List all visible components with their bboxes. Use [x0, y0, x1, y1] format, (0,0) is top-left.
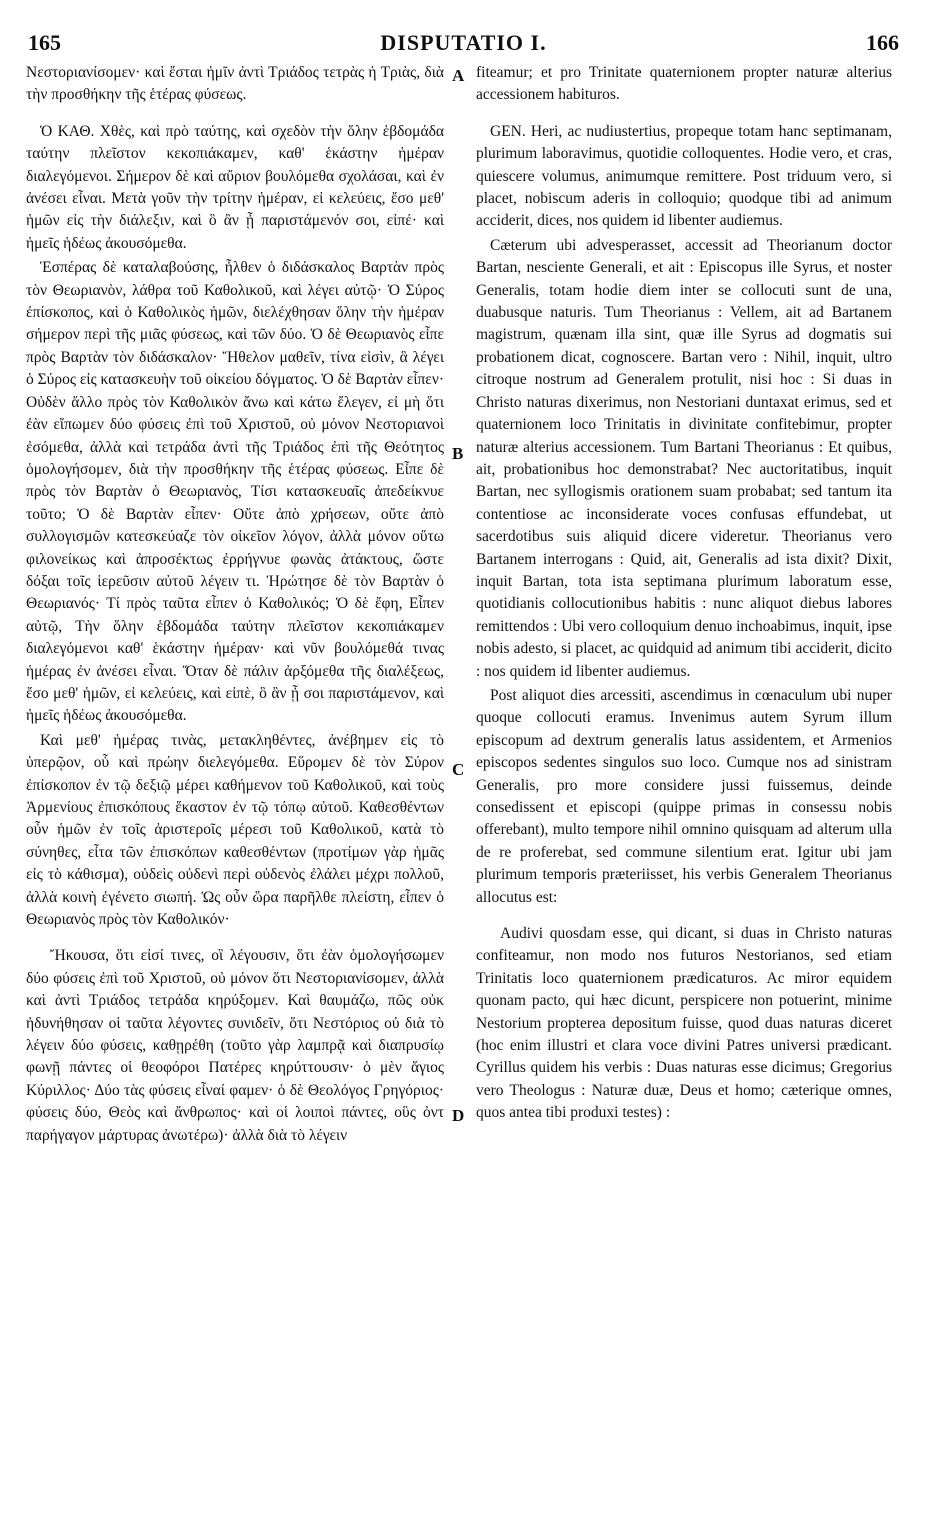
latin-paragraph-4: Post aliquot dies arcessiti, ascendimus in cœnaculum ubi nuper quoque collocuti eramus. Invenimus autem Syrum illum episcopum ad dextrum generalis latus assidentem, et Armenios episcopos sedentes singulos suo loco. Cumque nos ad sinistram Generalis, pro more considere jussi fuissemus, deinde consedissent et episcopi (quippe primas in consessu nobis offerebant), multo tempore nihil omnino quisquam ad alterum ulla de re proferebat, sed commune silentium erat. Igitur ubi jam plurimum temporis præteriisset, his verbis Generalem Theorianus allocutus est:: [476, 686, 892, 906]
margin-marker-b: B: [452, 444, 464, 463]
greek-paragraph-1: Νεστοριανίσομεν· καὶ ἔσται ἡμῖν ἀντὶ Τριάδος τετρὰς ἡ Τριὰς, διὰ τὴν προσθήκην τῆς ἑτέρας φύσεως.: [26, 64, 444, 104]
greek-paragraph-2: Ὁ ΚΑΘ. Χθὲς, καὶ πρὸ ταύτης, καὶ σχεδὸν τὴν ὅλην ἑβδομάδα ταύτην πλεῖστον κεκοπιάκαμεν, καθ' ἑκάστην ἡμέραν διαλεγόμενοι. Σήμερον δὲ καὶ αὔριον βουλόμεθα σχολάσαι, καὶ ἐν ἀνέσει εἶναι. Μετὰ γοῦν τὴν τρίτην ἡμέραν, εἰ κελεύεις, ἔσο μεθ' ἡμῶν εἰς τὴν διάλεξιν, καὶ ὃ ἂν ᾖ παριστάμενόν σοι, εἰπέ· καὶ ἡμεῖς ἡδέως ἀκουσόμεθα.: [26, 122, 444, 252]
margin-marker-d: D: [452, 1106, 465, 1125]
latin-column: [476, 62, 892, 1528]
greek-column: [26, 62, 444, 1528]
page-number-right: 166: [866, 30, 899, 55]
greek-paragraph-3: Ἑσπέρας δὲ καταλαβούσης, ἦλθεν ὁ διδάσκαλος Βαρτὰν πρὸς τὸν Θεωριανὸν, λάθρα τοῦ Καθολικοῦ, καὶ λέγει αὐτῷ· Ὁ Σύρος ἐπίσκοπος, καὶ ὁ Καθολικὸς ἡμῶν, διελέχθησαν ὅλην τὴν ἡμέραν σήμερον περὶ τῆς μιᾶς φύσεως, καὶ τῶν δύο. Ὁ δὲ Θεωριανὸς εἶπε πρὸς Βαρτὰν τὸν διδάσκαλον· Ἤθελον μαθεῖν, τίνα εἰσὶν, ἃ λέγει ὁ Σύρος εἰς κατασκευὴν τοῦ οἰκείου δόγματος. Ὁ δὲ Βαρτὰν εἶπεν· Οὐδὲν ἄλλο πρὸς τὸν Καθολικὸν ἄνω καὶ κάτω ἔλεγεν, εἰ μὴ ὅτι ἐὰν εἴπωμεν δύο φύσεις ἐπὶ τοῦ Χριστοῦ, οὐ μόνον Νεστοριανοὶ ἐσόμεθα, ἀλλὰ καὶ τετράδα ἀντὶ τῆς Τριάδος ἐπὶ τῆς Θεότητος ὁμολογήσομεν, διὰ τὴν προσθήκην τῆς ἑτέρας φύσεως. Εἶπε δὲ πρὸς τὸν Βαρτὰν ὁ Θεωριανὸς, Τίσι κατασκευαῖς ἀπεδείκνυε τοῦτο; Ὁ δὲ Βαρτὰν εἶπεν· Οὔτε ἀπὸ χρήσεων, οὔτε ἀπὸ συλλογισμῶν κατεσκεύαζε τὸν οἰκεῖον λόγον, ἀλλὰ μόνον οὕτω φιλονείκως καὶ ἀπροσέκτως ἐρρήγνυε φωνὰς ἀτάκτους, ὥστε δόξαι τοῖς ἱερεῦσιν αὐτοῦ λέγειν τι. Ἠρώτησε δὲ τὸν Βαρτὰν ὁ Θεωριανός· Τί πρὸς ταῦτα εἶπεν ὁ Καθολικός; Ὁ δὲ ἔφη, Εἶπεν αὐτῷ, Τὴν ὅλην ἑβδομάδα ταύτην πλεῖστον κεκοπιάκαμεν διαλεγόμενοι καθ' ἑκάστην ἡμέραν· καὶ νῦν βουλόμεθά τινας ἡμέρας ἐν ἀνέσει εἶναι. Ὅταν δὲ πάλιν ἀρξόμεθα τῆς διαλέξεως, ἔσο μεθ' ἡμῶν, εἰ κελεύεις, καὶ εἰπὲ, ὃ ἂν ᾖ σοι παριστάμενον, καὶ ἡμεῖς ἡδέως ἀκουσόμεθα.: [26, 259, 444, 725]
margin-marker-a: A: [452, 66, 465, 85]
greek-paragraph-4: Καὶ μεθ' ἡμέρας τινὰς, μετακληθέντες, ἀνέβημεν εἰς τὸ ὑπερῷον, οὗ καὶ πρώην διελεγόμεθα. Εὕρομεν δὲ τὸν Σύρον ἐπίσκοπον ἐν τῷ δεξιῷ μέρει καθήμενον τοῦ Καθολικοῦ, καὶ τοὺς Ἀρμενίους ἐπισκόπους ἕκαστον ἐν τῷ τόπῳ αὐτοῦ. Καθεσθέντων οὖν ἡμῶν ἐν τοῖς ἀριστεροῖς μέρεσι τοῦ Καθολικοῦ, κατὰ τὸ σύνηθες, εἶτα τῶν ἐπισκόπων καθεσθέντων (προτίμων γὰρ ἡμᾶς εἰς τὸ κάθισμα), οὐδεὶς οὐδενὶ περὶ οὐδενὸς ἐλάλει μέχρι πολλοῦ, ἀλλὰ κοινὴ ἐγένετο σιωπή. Ὡς οὖν ὥρα παρῆλθε πλείστη, εἶπεν ὁ Θεωριανὸς πρὸς τὸν Καθολικόν·: [26, 731, 444, 929]
latin-paragraph-2: GEN. Heri, ac nudiustertius, propeque totam hanc septimanam, plurimum laboravimus, quotidie colloquentes. Hodie vero, et cras, quiescere volumus, animumque remittere. Post triduum vero, si placet, nobiscum aderis in colloquio; quodque tibi ad animum acciderit, dices, nos quidem id libenter audiemus.: [476, 122, 892, 230]
latin-paragraph-1: fiteamur; et pro Trinitate quaternionem propter naturæ alterius accessionem habituros.: [476, 64, 892, 104]
margin-marker-c: C: [452, 760, 465, 779]
page-header: [28, 30, 899, 60]
running-title: DISPUTATIO I.: [380, 30, 547, 55]
page-number-left: 165: [28, 30, 61, 55]
latin-paragraph-5: Audivi quosdam esse, qui dicant, si duas in Christo naturas confiteamur, non modo nos futuros Nestorianos, sed etiam Trinitatis loco quaternionem prædicaturos. Ac miror equidem quonam pacto, qui hæc dicunt, perspicere non potuerint, minime Nestorium propterea depositum fuisse, quod duas naturas diceret (hoc enim illustri et clara voce divini Patres universi prædicant. Cyrillus quidem his verbis : Duas naturas esse dicimus; Gregorius vero Theologus : Naturæ duæ, Deus et homo; cæterique omnes, quos antea tibi produxi testes) :: [476, 925, 892, 1122]
greek-paragraph-5: Ἤκουσα, ὅτι εἰσί τινες, οἳ λέγουσιν, ὅτι ἐὰν ὁμολογήσωμεν δύο φύσεις ἐπὶ τοῦ Χριστοῦ, οὐ μόνον ὅτι Νεστοριανίσομεν, ἀλλὰ καὶ ἀντὶ Τριάδος τετράδα κηρύξομεν. Καὶ θαυμάζω, πῶς οὐκ ἠδυνήθησαν οἱ ταῦτα λέγοντες συνιδεῖν, ὅτι Νεστόριος οὐ διὰ τὸ λέγειν δύο φύσεις, καθῃρέθη (τοῦτο γὰρ λαμπρᾷ καὶ διαπρυσίῳ φωνῇ πάντες οἱ θεοφόροι Πατέρες κηρύττουσιν· ὁ μὲν ἅγιος Κύριλλος· Δύο τὰς φύσεις εἶναί φαμεν· ὁ δὲ Θεολόγος Γρηγόριος· φύσεις δύο, Θεὸς καὶ ἄνθρωπος· καὶ οἱ λοιποὶ πάντες, οὓς ὀντ παρήγαγον μάρτυρας ἀνωτέρω)· ἀλλὰ διὰ τὸ λέγειν: [26, 947, 444, 1144]
latin-paragraph-3: Cæterum ubi advesperasset, accessit ad Theorianum doctor Bartan, nesciente Generali, et ait : Episcopus ille Syrus, et noster Generalis, totam hodie diem inter se collocuti sunt de una, duabusque naturis. Tum Theorianus : Vellem, ait ad Bartanem magistrum, quænam illa sint, quæ ille Syrus ad dogmatis sui probationem dicat, cognoscere. Bartan vero : Nihil, inquit, ultro citroque nostrum ad Generalem protulit, nisi hoc : Si duas in Christo naturas dixerimus, non Nestoriani duntaxat erimus, sed et quaternionem loco Trinitatis in divinitate confitebimur, propter naturæ alterius accessionem. Tum Bartani Theorianus : Et quibus, ait, probationibus hoc demonstrabat? Nec auctoritatibus, inquit Bartan, nec syllogismis orationem suam probabat; sed tantum ita contentiose ac inconsiderate voces confusas effundebat, ut sacerdotibus suis aliquid dicere videretur. Theorianus vero Bartanem interrogans : Quid, ait, Generalis ad ista dixit? Dixit, inquit Bartan, tota ista septimana plurimum laboratum esse, quotidianis collocutionibus habitis : nunc aliquot diebus labores remittendos : Ubi vero colloquium denuo inchoabimus, inquit, ipse nobis adesto, si placet, ac quidquid ad animum tibi acciderit, dicito : nos quidem id libenter audiemus.: [476, 236, 892, 680]
